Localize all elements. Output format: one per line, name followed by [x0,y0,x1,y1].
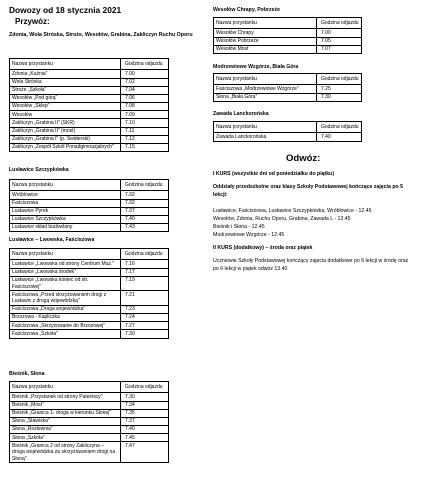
table-row [10,305,169,313]
stop-name: Słona „Biała Góra" [214,93,317,101]
table-row [214,85,362,93]
table-header-row [214,18,362,29]
stop-name: Zakliczyn „Grabina II" (most) [10,127,121,135]
departure-time: 7.30 [121,330,169,338]
table-biesnik [9,381,169,463]
departure-time: 7.21 [121,291,169,306]
column-header-time: Godzina odjazdu [121,59,169,70]
table-zdonia [9,58,169,152]
departure-time: 7.27 [121,322,169,330]
stop-name: Zakliczyn „Zespół Szkół Ponadgimnazjalnych" [10,143,121,151]
table-header-row [10,180,169,191]
stop-name: Lusławice Szczypkówka [10,215,121,223]
stop-name: Lusławice Pyrek [10,207,121,215]
table-row [10,127,169,135]
przywoz-heading: Przywóz: [15,17,50,26]
table-row [10,426,169,434]
table-row [10,135,169,143]
column-header-stop: Nazwa przystanku [10,59,121,70]
departure-time: 7.07 [317,45,362,53]
table-modrz [213,73,362,102]
stop-name: Brzozowa - Kapliczka [10,314,121,322]
departure-time: 7.37 [121,207,169,215]
departure-time: 7.32 [121,199,169,207]
stop-name: Zakliczyn „Grabina I" (p. Świderski) [10,135,121,143]
kurs1-route: Bieśnik i Słona - 12.45 [213,224,265,230]
departure-time: 7.15 [121,143,169,151]
column-header-time: Godzina odjazdu [317,18,362,29]
column-header-stop: Nazwa przystanku [10,249,121,260]
kurs1-intro: Oddziały przedszkolne oraz klasy Szkoły Podstawowej kończące zajęcia po 5 lekcji: [213,184,403,199]
departure-time: 7.43 [121,224,169,232]
column-header-stop: Nazwa przystanku [214,74,317,85]
table-row [10,434,169,442]
section-heading-lusfasc: Lusławice – Lwowska, Faściszowa [9,237,95,243]
table-row [10,291,169,306]
stop-name: Lusławice „Lwowska koniec od str. Faściszowej" [10,276,121,291]
table-row [10,417,169,425]
departure-time: 7.37 [121,417,169,425]
stop-name: Wesołów „Sklep" [10,103,121,111]
stop-name: Lusławice „Lwowska środek" [10,268,121,276]
column-header-time: Godzina odjazdu [317,122,362,133]
stop-name: Faściszowa „Szkoła" [10,330,121,338]
departure-time: 7.19 [121,276,169,291]
stop-name: Bieśnik „Most" [10,401,121,409]
stop-name: Wesołów „Pod górą" [10,94,121,102]
section-heading-lanck: Zawada Lanckorońska [213,111,269,117]
stop-name: Wola Stróska [10,78,121,86]
kurs2-text: Uczniowie Szkoły Podstawowej kończący zajęcia dodatkowe po 6 lekcji w środę oraz po 6 lekcji w piątek odwóz 13.40 [213,258,409,273]
table-row [10,276,169,291]
table-row [214,29,362,37]
departure-time: 7.40 [121,215,169,223]
departure-time: 7.17 [121,268,169,276]
departure-time: 7.23 [121,305,169,313]
column-header-stop: Nazwa przystanku [10,180,121,191]
column-header-stop: Nazwa przystanku [10,382,121,393]
table-header-row [10,382,169,393]
section-heading-luszczyk: Lusławice Szczypkówka [9,167,69,173]
stop-name: Faściszowa „Modrzewiowe Wzgórze" [214,85,317,93]
departure-time: 7.02 [121,78,169,86]
departure-time: 7.32 [121,191,169,199]
table-header-row [10,59,169,70]
table-row [10,199,169,207]
table-row [10,330,169,338]
table-row [10,409,169,417]
kurs1-route: Wesołów, Zdonia, Ruchu Oporu, Grabina, Zawada L - 12.45 [213,216,351,222]
stop-name: Bieśnik „Granica 2 od strony Zakliczyna – droga wojewódzka za skrzyżowaniem drogi na Słoną" [10,442,121,463]
stop-name: Faściszowa „Skrzyżowanie do Brzozowej" [10,322,121,330]
departure-time: 7.34 [121,401,169,409]
stop-name: Bieśnik „Przystanek od strony Paleśnicy" [10,393,121,401]
page-title: Dowozy od 18 stycznia 2021 [9,5,122,15]
departure-time: 7.24 [121,314,169,322]
stop-name: Lusławice skład budowlany [10,224,121,232]
table-lusfasc [9,248,169,339]
route-intro: Zdonia, Wola Stróska, Stroże, Wesołów, Grabina, Zakliczyn Ruchu Oporu [9,32,193,38]
stop-name: Stroże „Szkoła" [10,86,121,94]
stop-name: Wesołów Pobrzeże [214,37,317,45]
table-row [10,94,169,102]
departure-time: 7.16 [121,260,169,268]
departure-time: 7.25 [317,85,362,93]
departure-time: 7.30 [121,393,169,401]
stop-name: Wróblowice [10,191,121,199]
stop-name: Zawada Lanckorońska [214,133,317,141]
table-row [10,260,169,268]
departure-time: 7.11 [121,127,169,135]
table-chrapy [213,17,362,54]
departure-time: 7.40 [121,426,169,434]
departure-time: 7.12 [121,135,169,143]
table-row [10,268,169,276]
stop-name: Bieśnik „Granica 1- droga w kierunku Słonej" [10,409,121,417]
column-header-time: Godzina odjazdu [121,249,169,260]
stop-name: Słona „Stawiska" [10,417,121,425]
stop-name: Słona „Szkoła" [10,434,121,442]
table-header-row [10,249,169,260]
section-heading-modrz: Modrzewiowe Wzgórze, Biała Góra [213,64,299,70]
kurs1-route: Lusławice, Faściszowa, Lusławice Szczypkówka, Wróblowice - 12.45 [213,208,372,214]
stop-name: Lusławice „Lwowska od strony Centrum Muz." [10,260,121,268]
table-row [214,93,362,101]
column-header-time: Godzina odjazdu [317,74,362,85]
stop-name: Słona „Rozlewnia" [10,426,121,434]
table-header-row [214,74,362,85]
table-row [10,314,169,322]
table-row [10,119,169,127]
column-header-time: Godzina odjazdu [121,180,169,191]
table-row [10,70,169,78]
stop-name: Wesołów Most [214,45,317,53]
table-row [10,393,169,401]
departure-time: 7.47 [121,442,169,463]
table-header-row [214,122,362,133]
departure-time: 7.06 [121,94,169,102]
table-row [10,207,169,215]
departure-time: 7.40 [317,133,362,141]
table-row [10,86,169,94]
departure-time: 7.35 [121,409,169,417]
column-header-stop: Nazwa przystanku [214,18,317,29]
departure-time: 7.09 [121,111,169,119]
departure-time: 7.10 [121,119,169,127]
table-luszczyk [9,179,169,232]
odwoz-heading: Odwóz: [286,153,321,164]
stop-name: Faściszowa „Przed skrzyżowaniem drogi z Lusławic z drogą wojewódzką" [10,291,121,306]
stop-name: Wesołów [10,111,121,119]
departure-time: 7.08 [121,103,169,111]
departure-time: 7.00 [121,70,169,78]
table-lanck [213,121,362,142]
departure-time: 7.30 [317,93,362,101]
table-row [214,45,362,53]
departure-time: 7.04 [121,86,169,94]
kurs1-route: Modrzewiowe Wzgórze - 12.45 [213,232,285,238]
table-row [10,215,169,223]
table-row [10,78,169,86]
section-heading-chrapy: Wesołów Chrapy, Pobrzeże [213,7,280,13]
departure-time: 7.45 [121,434,169,442]
departure-time: 7.05 [317,37,362,45]
departure-time: 7.00 [317,29,362,37]
table-row [10,401,169,409]
stop-name: Wesołów Chrapy [214,29,317,37]
table-row [10,224,169,232]
table-row [214,133,362,141]
table-row [10,442,169,463]
stop-name: Zdonia „Kuźnia" [10,70,121,78]
table-row [10,191,169,199]
kurs1-title: I KURS (wszystkie dni od poniedziałku do piątku) [213,171,335,177]
table-row [10,111,169,119]
kurs2-title: II KURS (dodatkowy) – środa oraz piątek [213,245,313,251]
column-header-stop: Nazwa przystanku [214,122,317,133]
table-row [10,143,169,151]
column-header-time: Godzina odjazdu [121,382,169,393]
table-row [10,103,169,111]
section-heading-biesnik: Bieśnik, Słona [9,371,45,377]
table-row [10,322,169,330]
stop-name: Faściszowa [10,199,121,207]
stop-name: Faściszowa „Droga wojewódzka" [10,305,121,313]
stop-name: Zakliczyn „Grabina II" (SKR) [10,119,121,127]
table-row [214,37,362,45]
